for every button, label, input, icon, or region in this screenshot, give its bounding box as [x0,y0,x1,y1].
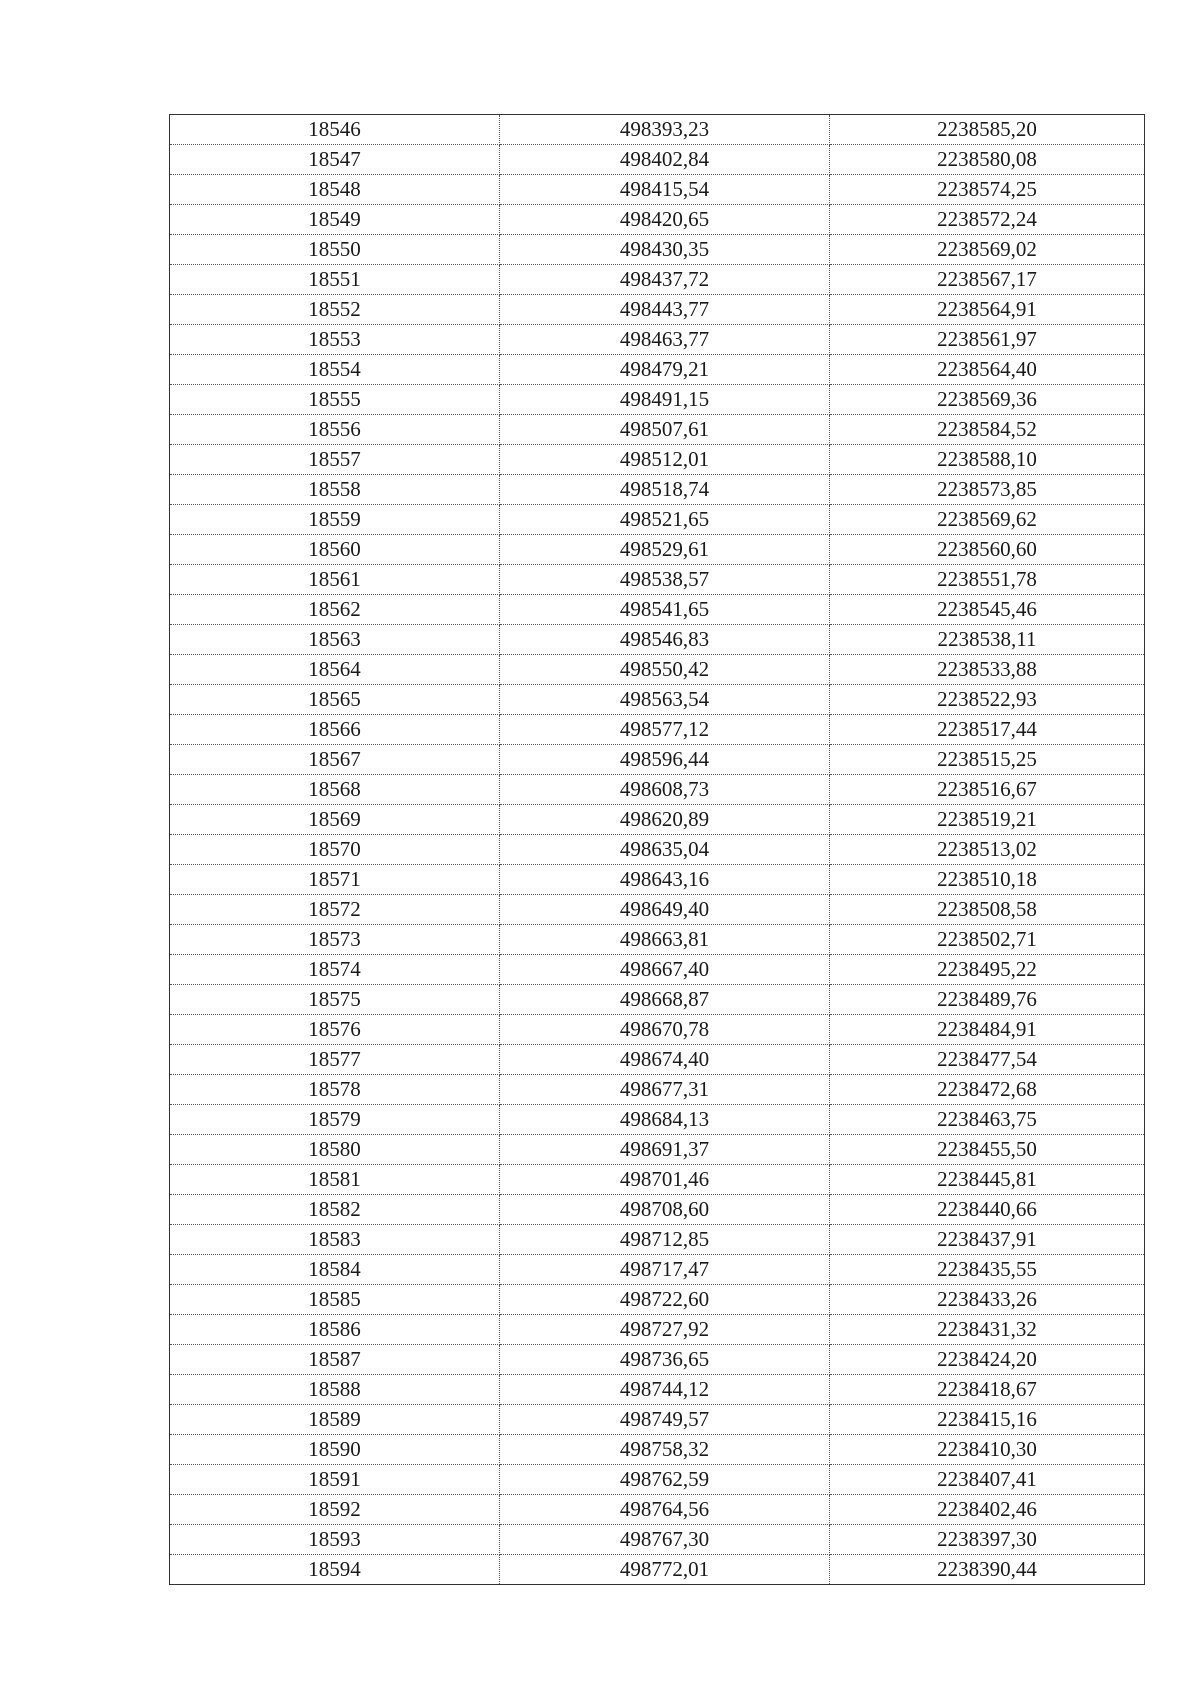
point-number-cell: 18589 [170,1405,500,1435]
table-row [170,1195,1145,1225]
point-number-cell: 18548 [170,175,500,205]
x-coordinate-cell: 498541,65 [500,595,830,625]
x-coordinate-cell: 498663,81 [500,925,830,955]
table-row [170,235,1145,265]
point-number-cell: 18551 [170,265,500,295]
point-number-cell: 18554 [170,355,500,385]
x-coordinate-cell: 498635,04 [500,835,830,865]
point-number-cell: 18557 [170,445,500,475]
y-coordinate-cell: 2238572,24 [830,205,1145,235]
table-row [170,955,1145,985]
point-number-cell: 18575 [170,985,500,1015]
point-number-cell: 18559 [170,505,500,535]
y-coordinate-cell: 2238437,91 [830,1225,1145,1255]
table-row [170,475,1145,505]
table-row [170,115,1145,145]
point-number-cell: 18594 [170,1555,500,1585]
table-row [170,715,1145,745]
point-number-cell: 18547 [170,145,500,175]
x-coordinate-cell: 498674,40 [500,1045,830,1075]
table-row [170,1315,1145,1345]
x-coordinate-cell: 498772,01 [500,1555,830,1585]
x-coordinate-cell: 498512,01 [500,445,830,475]
y-coordinate-cell: 2238519,21 [830,805,1145,835]
x-coordinate-cell: 498521,65 [500,505,830,535]
point-number-cell: 18593 [170,1525,500,1555]
y-coordinate-cell: 2238567,17 [830,265,1145,295]
x-coordinate-cell: 498758,32 [500,1435,830,1465]
y-coordinate-cell: 2238415,16 [830,1405,1145,1435]
table-row [170,805,1145,835]
point-number-cell: 18562 [170,595,500,625]
y-coordinate-cell: 2238463,75 [830,1105,1145,1135]
x-coordinate-cell: 498608,73 [500,775,830,805]
table-row [170,565,1145,595]
y-coordinate-cell: 2238495,22 [830,955,1145,985]
y-coordinate-cell: 2238569,62 [830,505,1145,535]
table-row [170,205,1145,235]
x-coordinate-cell: 498712,85 [500,1225,830,1255]
y-coordinate-cell: 2238508,58 [830,895,1145,925]
table-row [170,1405,1145,1435]
x-coordinate-cell: 498402,84 [500,145,830,175]
y-coordinate-cell: 2238569,02 [830,235,1145,265]
y-coordinate-cell: 2238574,25 [830,175,1145,205]
y-coordinate-cell: 2238410,30 [830,1435,1145,1465]
x-coordinate-cell: 498596,44 [500,745,830,775]
x-coordinate-cell: 498668,87 [500,985,830,1015]
y-coordinate-cell: 2238564,40 [830,355,1145,385]
x-coordinate-cell: 498744,12 [500,1375,830,1405]
table-row [170,1435,1145,1465]
table-row [170,1075,1145,1105]
table-row [170,1105,1145,1135]
x-coordinate-cell: 498463,77 [500,325,830,355]
table-row [170,745,1145,775]
x-coordinate-cell: 498507,61 [500,415,830,445]
y-coordinate-cell: 2238580,08 [830,145,1145,175]
table-row [170,925,1145,955]
y-coordinate-cell: 2238402,46 [830,1495,1145,1525]
point-number-cell: 18563 [170,625,500,655]
table-row [170,535,1145,565]
y-coordinate-cell: 2238407,41 [830,1465,1145,1495]
y-coordinate-cell: 2238440,66 [830,1195,1145,1225]
table-row [170,325,1145,355]
x-coordinate-cell: 498722,60 [500,1285,830,1315]
y-coordinate-cell: 2238435,55 [830,1255,1145,1285]
table-row [170,1495,1145,1525]
y-coordinate-cell: 2238560,60 [830,535,1145,565]
x-coordinate-cell: 498443,77 [500,295,830,325]
point-number-cell: 18567 [170,745,500,775]
y-coordinate-cell: 2238564,91 [830,295,1145,325]
table-row [170,655,1145,685]
x-coordinate-cell: 498550,42 [500,655,830,685]
point-number-cell: 18573 [170,925,500,955]
y-coordinate-cell: 2238445,81 [830,1165,1145,1195]
point-number-cell: 18592 [170,1495,500,1525]
x-coordinate-cell: 498415,54 [500,175,830,205]
table-row [170,1135,1145,1165]
x-coordinate-cell: 498708,60 [500,1195,830,1225]
table-row [170,1225,1145,1255]
y-coordinate-cell: 2238515,25 [830,745,1145,775]
table-row [170,1375,1145,1405]
x-coordinate-cell: 498727,92 [500,1315,830,1345]
table-row [170,445,1145,475]
point-number-cell: 18553 [170,325,500,355]
y-coordinate-cell: 2238561,97 [830,325,1145,355]
x-coordinate-cell: 498491,15 [500,385,830,415]
point-number-cell: 18584 [170,1255,500,1285]
table-row [170,415,1145,445]
y-coordinate-cell: 2238533,88 [830,655,1145,685]
point-number-cell: 18549 [170,205,500,235]
y-coordinate-cell: 2238424,20 [830,1345,1145,1375]
y-coordinate-cell: 2238477,54 [830,1045,1145,1075]
point-number-cell: 18579 [170,1105,500,1135]
point-number-cell: 18588 [170,1375,500,1405]
x-coordinate-cell: 498563,54 [500,685,830,715]
y-coordinate-cell: 2238433,26 [830,1285,1145,1315]
point-number-cell: 18569 [170,805,500,835]
point-number-cell: 18585 [170,1285,500,1315]
x-coordinate-cell: 498479,21 [500,355,830,385]
x-coordinate-cell: 498670,78 [500,1015,830,1045]
y-coordinate-cell: 2238551,78 [830,565,1145,595]
x-coordinate-cell: 498643,16 [500,865,830,895]
point-number-cell: 18546 [170,115,500,145]
point-number-cell: 18581 [170,1165,500,1195]
y-coordinate-cell: 2238584,52 [830,415,1145,445]
y-coordinate-cell: 2238431,32 [830,1315,1145,1345]
point-number-cell: 18590 [170,1435,500,1465]
x-coordinate-cell: 498620,89 [500,805,830,835]
x-coordinate-cell: 498691,37 [500,1135,830,1165]
x-coordinate-cell: 498684,13 [500,1105,830,1135]
table-row [170,1045,1145,1075]
point-number-cell: 18576 [170,1015,500,1045]
point-number-cell: 18558 [170,475,500,505]
table-row [170,1465,1145,1495]
x-coordinate-cell: 498677,31 [500,1075,830,1105]
table-row [170,1015,1145,1045]
point-number-cell: 18572 [170,895,500,925]
point-number-cell: 18583 [170,1225,500,1255]
x-coordinate-cell: 498762,59 [500,1465,830,1495]
point-number-cell: 18571 [170,865,500,895]
y-coordinate-cell: 2238397,30 [830,1525,1145,1555]
y-coordinate-cell: 2238418,67 [830,1375,1145,1405]
point-number-cell: 18580 [170,1135,500,1165]
y-coordinate-cell: 2238390,44 [830,1555,1145,1585]
x-coordinate-cell: 498667,40 [500,955,830,985]
x-coordinate-cell: 498749,57 [500,1405,830,1435]
point-number-cell: 18555 [170,385,500,415]
point-number-cell: 18582 [170,1195,500,1225]
y-coordinate-cell: 2238545,46 [830,595,1145,625]
table-row [170,295,1145,325]
point-number-cell: 18565 [170,685,500,715]
y-coordinate-cell: 2238588,10 [830,445,1145,475]
x-coordinate-cell: 498546,83 [500,625,830,655]
y-coordinate-cell: 2238573,85 [830,475,1145,505]
x-coordinate-cell: 498767,30 [500,1525,830,1555]
point-number-cell: 18564 [170,655,500,685]
y-coordinate-cell: 2238522,93 [830,685,1145,715]
x-coordinate-cell: 498437,72 [500,265,830,295]
table-row [170,625,1145,655]
point-number-cell: 18552 [170,295,500,325]
y-coordinate-cell: 2238517,44 [830,715,1145,745]
point-number-cell: 18556 [170,415,500,445]
x-coordinate-cell: 498764,56 [500,1495,830,1525]
y-coordinate-cell: 2238510,18 [830,865,1145,895]
table-row [170,835,1145,865]
table-row [170,1525,1145,1555]
coordinates-table-body [170,115,1145,1585]
y-coordinate-cell: 2238502,71 [830,925,1145,955]
x-coordinate-cell: 498538,57 [500,565,830,595]
x-coordinate-cell: 498393,23 [500,115,830,145]
table-row [170,1345,1145,1375]
point-number-cell: 18587 [170,1345,500,1375]
table-row [170,1555,1145,1585]
table-row [170,595,1145,625]
point-number-cell: 18566 [170,715,500,745]
y-coordinate-cell: 2238484,91 [830,1015,1145,1045]
table-row [170,505,1145,535]
table-row [170,385,1145,415]
point-number-cell: 18586 [170,1315,500,1345]
x-coordinate-cell: 498701,46 [500,1165,830,1195]
y-coordinate-cell: 2238455,50 [830,1135,1145,1165]
point-number-cell: 18574 [170,955,500,985]
point-number-cell: 18570 [170,835,500,865]
x-coordinate-cell: 498518,74 [500,475,830,505]
table-row [170,685,1145,715]
y-coordinate-cell: 2238569,36 [830,385,1145,415]
y-coordinate-cell: 2238472,68 [830,1075,1145,1105]
table-row [170,355,1145,385]
table-row [170,1165,1145,1195]
x-coordinate-cell: 498577,12 [500,715,830,745]
point-number-cell: 18550 [170,235,500,265]
point-number-cell: 18560 [170,535,500,565]
table-row [170,175,1145,205]
point-number-cell: 18568 [170,775,500,805]
table-row [170,145,1145,175]
y-coordinate-cell: 2238513,02 [830,835,1145,865]
coordinates-table [169,114,1145,1585]
table-row [170,895,1145,925]
point-number-cell: 18578 [170,1075,500,1105]
table-row [170,775,1145,805]
y-coordinate-cell: 2238538,11 [830,625,1145,655]
x-coordinate-cell: 498420,65 [500,205,830,235]
point-number-cell: 18561 [170,565,500,595]
table-row [170,1285,1145,1315]
x-coordinate-cell: 498736,65 [500,1345,830,1375]
x-coordinate-cell: 498649,40 [500,895,830,925]
y-coordinate-cell: 2238516,67 [830,775,1145,805]
point-number-cell: 18577 [170,1045,500,1075]
x-coordinate-cell: 498529,61 [500,535,830,565]
table-row [170,265,1145,295]
table-row [170,865,1145,895]
table-row [170,985,1145,1015]
y-coordinate-cell: 2238489,76 [830,985,1145,1015]
point-number-cell: 18591 [170,1465,500,1495]
table-row [170,1255,1145,1285]
x-coordinate-cell: 498717,47 [500,1255,830,1285]
y-coordinate-cell: 2238585,20 [830,115,1145,145]
x-coordinate-cell: 498430,35 [500,235,830,265]
